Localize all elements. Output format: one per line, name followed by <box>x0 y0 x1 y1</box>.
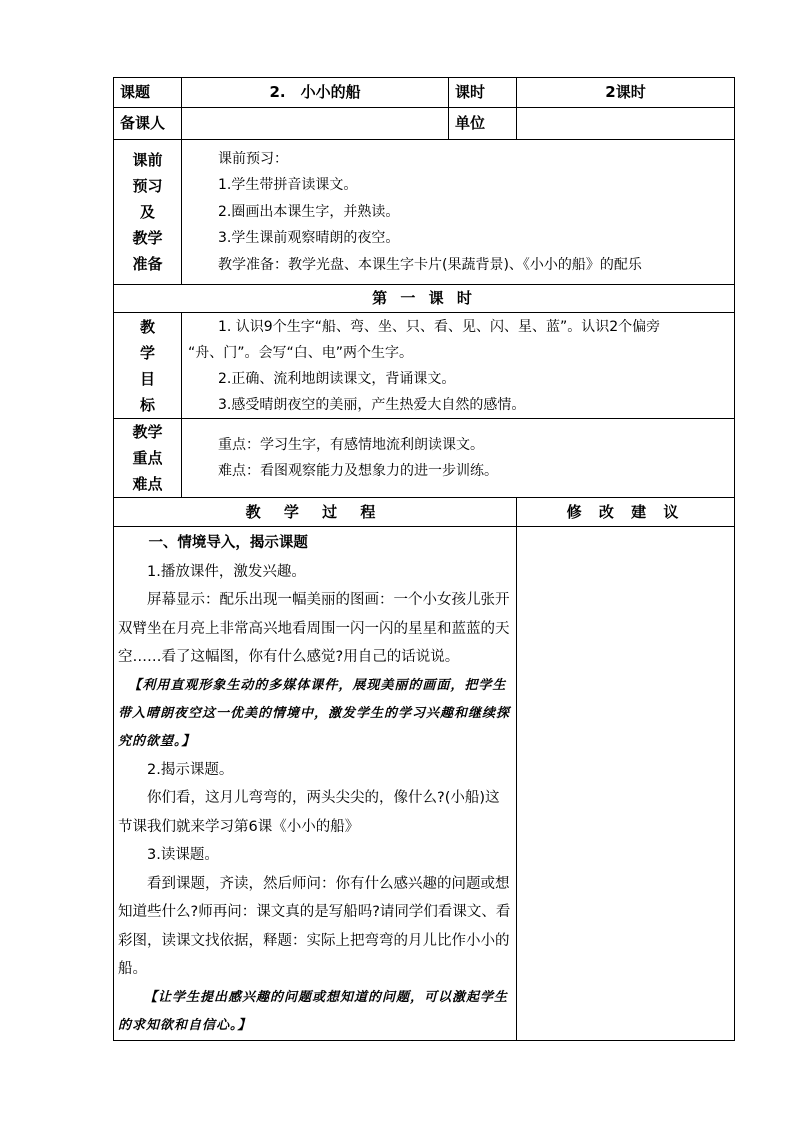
lesson-plan-page <box>113 77 734 1041</box>
keypoints-label-line: 难点 <box>132 475 163 493</box>
prep-content <box>182 140 735 285</box>
goals-content <box>182 313 735 419</box>
topic-value: 2. 小小的船 <box>182 78 449 108</box>
process-paragraph: 1.播放课件，激发兴趣。 <box>147 563 306 580</box>
process-paragraph: 屏幕显示：配乐出现一幅美丽的图画：一个小女孩儿张开双臂坐在月亮上非常高兴地看周围一闪一闪的星星和蓝蓝的天空……看了这幅图，你有什么感觉?用自己的话说说。 <box>118 592 510 665</box>
prep-line: 课前预习： <box>218 150 288 167</box>
suggest-content <box>517 527 735 1041</box>
preparer-label: 备课人 <box>114 108 182 140</box>
goal-line-3: 3.感受晴朗夜空的美丽，产生热爱大自然的感情。 <box>218 396 526 413</box>
prep-line: 3.学生课前观察晴朗的夜空。 <box>218 230 400 247</box>
goals-label-line: 标 <box>139 395 155 414</box>
process-note: 【利用直观形象生动的多媒体课件，展现美丽的画面，把学生带入晴朗夜空这一优美的情境中，激发学生的学习兴趣和继续探究的欲望。】 <box>118 677 511 749</box>
topic-label: 课题 <box>114 78 182 108</box>
period-label: 课时 <box>449 78 517 108</box>
period-value: 2课时 <box>517 78 735 108</box>
process-content <box>114 527 517 1041</box>
process-paragraph: 2.揭示课题。 <box>147 761 234 778</box>
process-step-1: 一、情境导入，揭示课题 <box>148 535 308 551</box>
prep-label-line: 及 <box>139 203 155 221</box>
row-topic <box>114 78 735 108</box>
key-point: 重点：学习生字，有感情地流利朗读课文。 <box>218 437 484 453</box>
keypoints-label-line: 重点 <box>132 449 163 467</box>
prep-label-line: 预习 <box>132 177 163 195</box>
row-lesson-title <box>114 285 735 313</box>
process-paragraph: 3.读课题。 <box>147 847 219 863</box>
prep-line: 2.圈画出本课生字，并熟读。 <box>218 203 400 220</box>
process-paragraph: 看到课题，齐读，然后师问：你有什么感兴趣的问题或想知道些什么?师再问：课文真的是写船吗?请同学们看课文、看彩图，读课文找依据，释题：实际上把弯弯的月儿比作小小的船。 <box>118 875 511 977</box>
prep-label <box>114 140 182 285</box>
unit-value <box>517 108 735 140</box>
row-process <box>114 527 735 1041</box>
keypoints-content <box>182 419 735 498</box>
unit-label: 单位 <box>449 108 517 140</box>
keypoints-label-line: 教学 <box>132 423 163 441</box>
process-header: 教 学 过 程 <box>114 498 517 527</box>
keypoints-label <box>114 419 182 498</box>
row-goals <box>114 313 735 419</box>
difficult-point: 难点：看图观察能力及想象力的进一步训练。 <box>218 463 498 479</box>
row-prep <box>114 140 735 285</box>
row-process-header <box>114 498 735 527</box>
prep-line: 教学准备：教学光盘、本课生字卡片(果蔬背景)、《小小的船》的配乐 <box>218 256 642 273</box>
goal-line-1b: “舟、门”。会写“白、电”两个生字。 <box>188 344 414 361</box>
row-keypoints <box>114 419 735 498</box>
lesson-plan-table <box>113 77 735 1041</box>
goals-label-line: 学 <box>139 343 155 362</box>
goals-label-line: 教 <box>139 317 155 336</box>
prep-line: 1.学生带拼音读课文。 <box>218 177 358 194</box>
process-note: 【让学生提出感兴趣的问题或想知道的问题，可以激起学生的求知欲和自信心。】 <box>118 989 509 1033</box>
prep-label-line: 教学 <box>132 229 163 247</box>
row-preparer <box>114 108 735 140</box>
lesson-title: 第 一 课 时 <box>114 285 735 313</box>
suggest-header: 修 改 建 议 <box>517 498 735 527</box>
goal-line-1a: 1. 认识9个生字“船、弯、坐、只、看、见、闪、星、蓝”。认识2个偏旁 <box>218 318 661 335</box>
goal-line-2: 2.正确、流利地朗读课文，背诵课文。 <box>218 370 456 387</box>
process-paragraph: 你们看，这月儿弯弯的，两头尖尖的，像什么?(小船)这节课我们就来学习第6课《小小的船》 <box>118 790 500 835</box>
preparer-value <box>182 108 449 140</box>
goals-label <box>114 313 182 419</box>
goals-label-line: 目 <box>139 369 155 388</box>
prep-label-line: 课前 <box>132 151 163 169</box>
prep-label-line: 准备 <box>132 255 163 273</box>
